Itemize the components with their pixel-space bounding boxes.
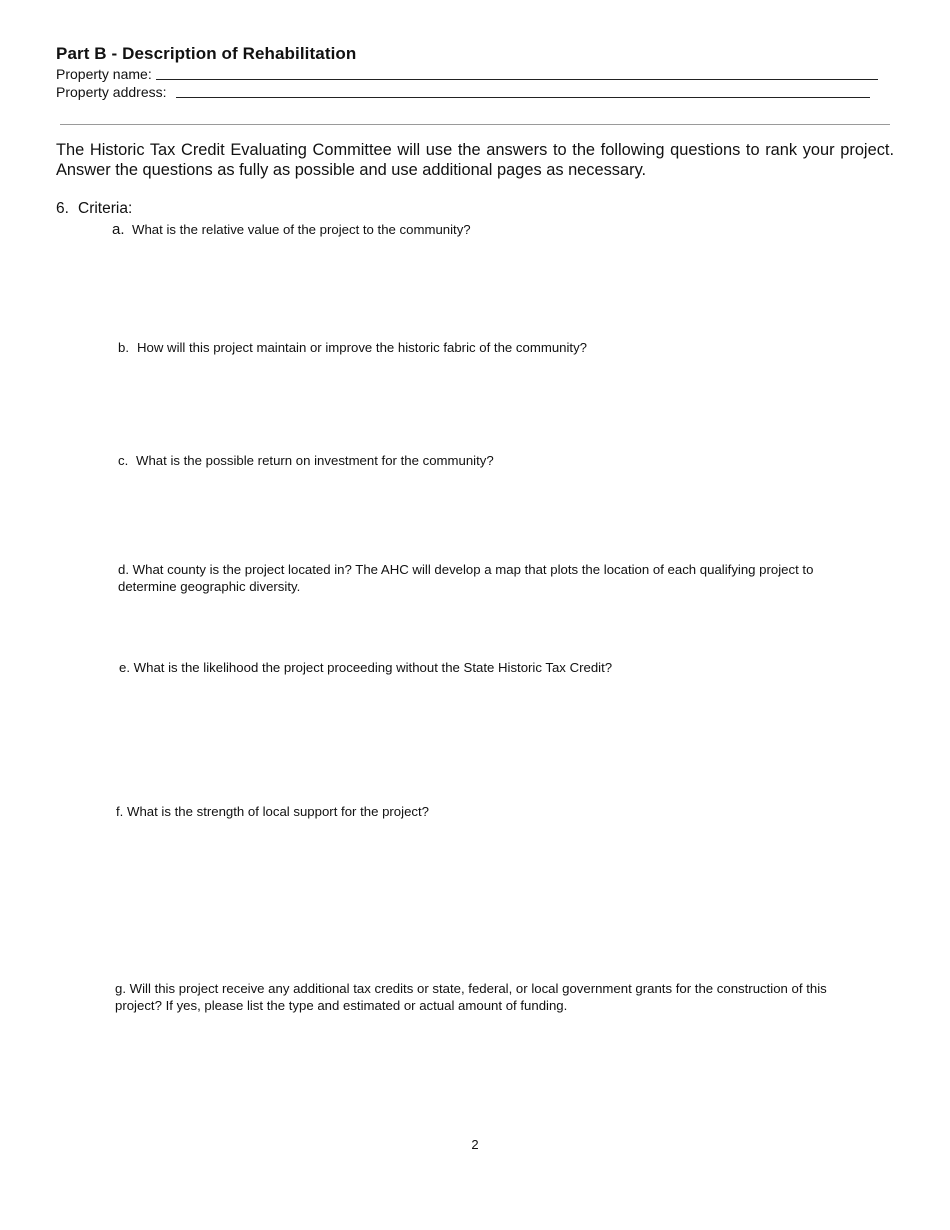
- question-c: [118, 452, 494, 469]
- criteria-label: Criteria:: [78, 200, 133, 217]
- question-e: e. What is the likelihood the project proceeding without the State Historic Tax Credit?: [119, 660, 613, 675]
- question-a-text: What is the relative value of the project to the community?: [132, 222, 471, 237]
- page-number: 2: [471, 1137, 479, 1152]
- question-f: f. What is the strength of local support for the project?: [116, 804, 429, 819]
- property-address-input-line[interactable]: [176, 84, 871, 98]
- property-name-label: Property name:: [56, 66, 152, 82]
- question-c-text: What is the possible return on investment for the community?: [136, 453, 494, 468]
- criteria-number: 6.: [56, 200, 69, 217]
- question-g: g. Will this project receive any additional tax credits or state, federal, or local government grants for the construction of this project? If yes, please list the type and estimated or actual amount of funding.: [115, 981, 827, 1013]
- property-name-field: [56, 66, 878, 82]
- property-address-label: Property address:: [56, 84, 167, 100]
- section-divider: [60, 124, 890, 125]
- question-b: [118, 339, 587, 356]
- property-name-input-line[interactable]: [156, 66, 878, 80]
- intro-paragraph: The Historic Tax Credit Evaluating Committee will use the answers to the following questions to rank your project. Answer the questions as fully as possible and use additional pages as necessary.: [56, 141, 894, 179]
- question-b-text: How will this project maintain or improve the historic fabric of the community?: [137, 340, 588, 355]
- question-b-letter: b.: [118, 340, 129, 355]
- section-title: Part B - Description of Rehabilitation: [56, 44, 357, 63]
- criteria-heading: [56, 200, 132, 218]
- question-c-letter: c.: [118, 453, 129, 468]
- property-address-field: [56, 84, 870, 100]
- question-a-letter: a.: [112, 221, 125, 238]
- question-d: d. What county is the project located in? The AHC will develop a map that plots the location of each qualifying project to determine geographic diversity.: [118, 562, 814, 594]
- question-a: [112, 221, 471, 238]
